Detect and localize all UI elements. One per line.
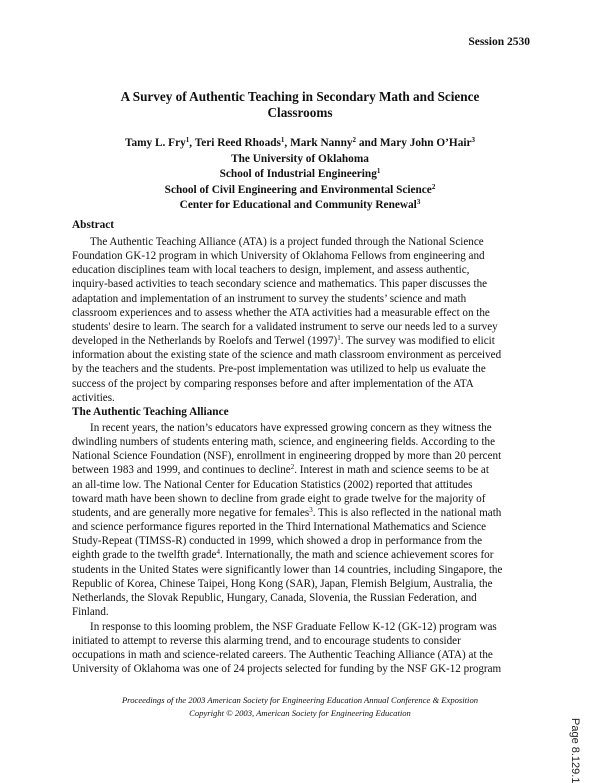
text-segment: between 1983 and 1999, and continues to decline: [72, 464, 291, 477]
page-footer: [70, 694, 530, 719]
affiliation-text: The University of Oklahoma: [231, 152, 369, 165]
text-line: [72, 563, 534, 577]
author-affiliation-mark: 1: [280, 136, 285, 144]
text-line: [72, 263, 534, 277]
text-segment: an all-time low. The National Center for Education Statistics (2002) reported that attitudes: [72, 478, 473, 491]
text-line: [72, 534, 534, 548]
text-line: [72, 435, 534, 449]
text-segment: developed in the Netherlands by Roelofs and Terwel (1997): [72, 335, 338, 348]
reference-mark: 1: [337, 334, 341, 343]
section-body-continued: [72, 620, 534, 677]
text-segment: occupations in math and science-related careers. The Authentic Teaching Alliance (ATA) at the: [72, 649, 493, 662]
author-name: Mark Nanny: [290, 137, 353, 149]
text-line: [72, 548, 534, 562]
text-segment: In response to this looming problem, the NSF Graduate Fellow K-12 (GK-12) program was: [90, 621, 497, 633]
text-segment: toward math have been shown to decline from grade eight to grade twelve for the majority of: [72, 492, 486, 505]
text-line: [72, 306, 534, 320]
text-line: [72, 620, 534, 634]
paper-title: [70, 89, 530, 121]
affiliation-text: School of Industrial Engineering: [219, 168, 377, 181]
text-segment: Study-Repeat (TIMSS-R) conducted in 1999, which showed a drop in performance from the: [72, 535, 483, 548]
paper-title-line-1: A Survey of Authentic Teaching in Secondary Math and Science: [120, 89, 480, 104]
author-block: [70, 136, 530, 214]
text-line: [72, 334, 534, 348]
author-affiliation-mark: 1: [185, 136, 190, 144]
text-segment: education disciplines team with local teachers to design, implement, and assess authentic,: [72, 264, 470, 277]
text-line: [72, 362, 534, 376]
author-name: Tamy L. Fry: [124, 137, 186, 149]
affiliation-mark: 2: [431, 182, 436, 191]
text-segment: dwindling numbers of students entering math, science, and engineering fields. According to the: [72, 436, 495, 449]
affiliation-mark: 3: [416, 198, 421, 207]
section-heading: The Authentic Teaching Alliance: [72, 406, 229, 418]
author-name: Teri Reed Rhoads: [194, 137, 281, 149]
page-number: Page 8.129.1: [569, 718, 581, 783]
text-line: [72, 292, 534, 306]
text-segment: information about the existing state of the science and math classroom environment as perceived: [72, 349, 502, 362]
text-segment: activities.: [72, 391, 115, 404]
text-line: [72, 577, 534, 591]
footer-proceedings: Proceedings of the 2003 American Society for Engineering Education Annual Conference & Exposition: [121, 695, 479, 705]
text-line: [72, 348, 534, 362]
affiliation-list: [70, 152, 530, 214]
reference-mark: 2: [290, 463, 295, 472]
author-affiliation-mark: 3: [471, 136, 476, 144]
text-segment: National Science Foundation (NSF), enrollment in engineering dropped by more than 20 percent: [72, 450, 502, 463]
text-segment: students, and are generally more negative for females: [72, 506, 310, 519]
reference-mark: 3: [309, 505, 313, 514]
text-segment: Netherlands, the Slovak Republic, Hungary, Canada, Slovenia, the Russian Federation, and: [72, 591, 477, 604]
text-line: [72, 591, 534, 605]
text-line: [72, 449, 534, 463]
text-segment: adaptation and implementation of an instrument to survey the students’ science and math: [72, 292, 467, 305]
text-line: [72, 421, 534, 435]
text-line: [72, 634, 534, 648]
text-segment: The Authentic Teaching Alliance (ATA) is a project funded through the National Science: [90, 236, 484, 248]
footer-copyright: Copyright © 2003, American Society for Engineering Education: [189, 707, 411, 718]
text-segment: Foundation GK-12 program in which University of Oklahoma Fellows from engineering and: [72, 250, 485, 263]
text-segment: students in the United States were significantly lower than 14 countries, including Singapore, the: [72, 563, 503, 576]
text-segment: . This is also reflected in the national math: [312, 506, 502, 519]
text-segment: eighth grade to the twelfth grade: [72, 549, 217, 562]
text-line: [72, 235, 534, 249]
text-segment: . Internationally, the math and science achievement scores for: [219, 549, 494, 562]
author-affiliation-mark: 2: [352, 136, 357, 144]
affiliation-mark: 1: [376, 167, 381, 176]
reference-mark: 4: [216, 548, 220, 557]
text-line: [72, 320, 534, 334]
author-list: Tamy L. Fry$^1$, Teri Reed Rhoads$^1$, Mark Nanny$^2$ and Mary John O’Hair$^3$: [124, 136, 476, 149]
text-line: [72, 277, 534, 291]
text-line: [72, 648, 534, 662]
affiliation-line: [70, 167, 530, 183]
text-segment: . Interest in math and science seems to be at: [294, 464, 489, 477]
session-label: Session 2530: [468, 36, 530, 48]
abstract-heading: Abstract: [72, 219, 115, 231]
text-line: [72, 520, 534, 534]
author-name: Mary John O’Hair: [379, 137, 472, 149]
text-line: [72, 463, 534, 477]
text-segment: and science performance figures reported in the Third International Mathematics and Science: [72, 521, 487, 534]
text-segment: classroom experiences and to assess whether the ATA activities had a measurable effect on the: [72, 306, 490, 319]
text-line: [72, 506, 534, 520]
text-line: [72, 249, 534, 263]
section-body: [72, 421, 534, 619]
text-segment: by the teachers and the students. Pre-post implementation was utilized to help us evaluate the: [72, 363, 486, 376]
text-segment: students' desire to learn. The search for a validated instrument to serve our needs led to a survey: [72, 320, 498, 333]
affiliation-line: [70, 183, 530, 199]
text-segment: success of the project by comparing responses before and after implementation of the ATA: [72, 377, 474, 390]
text-line: [72, 492, 534, 506]
abstract-body: [72, 235, 534, 405]
text-segment: inquiry-based activities to teach secondary science and mathematics. This paper discusses the: [72, 278, 488, 291]
affiliation-text: School of Civil Engineering and Environmental Science: [164, 183, 432, 196]
text-line: [72, 377, 534, 391]
paper-title-line-2: Classrooms: [267, 105, 333, 120]
text-segment: Republic of Korea, Chinese Taipei, Hong Kong (SAR), Japan, Flemish Belgium, Australia, the: [72, 577, 493, 590]
text-line: [72, 662, 534, 676]
text-segment: In recent years, the nation’s educators have expressed growing concern as they witness the: [90, 422, 492, 434]
affiliation-text: Center for Educational and Community Renewal: [179, 199, 417, 212]
text-segment: University of Oklahoma was one of 24 projects selected for funding by the NSF GK-12 program: [72, 663, 502, 676]
text-segment: . The survey was modified to elicit: [340, 335, 495, 348]
text-segment: initiated to attempt to reverse this alarming trend, and to encourage students to consider: [72, 635, 461, 648]
text-line: [72, 605, 534, 619]
affiliation-line: [70, 198, 530, 214]
text-segment: Finland.: [72, 606, 109, 619]
text-line: [72, 391, 534, 405]
affiliation-line: [70, 152, 530, 168]
text-line: [72, 478, 534, 492]
